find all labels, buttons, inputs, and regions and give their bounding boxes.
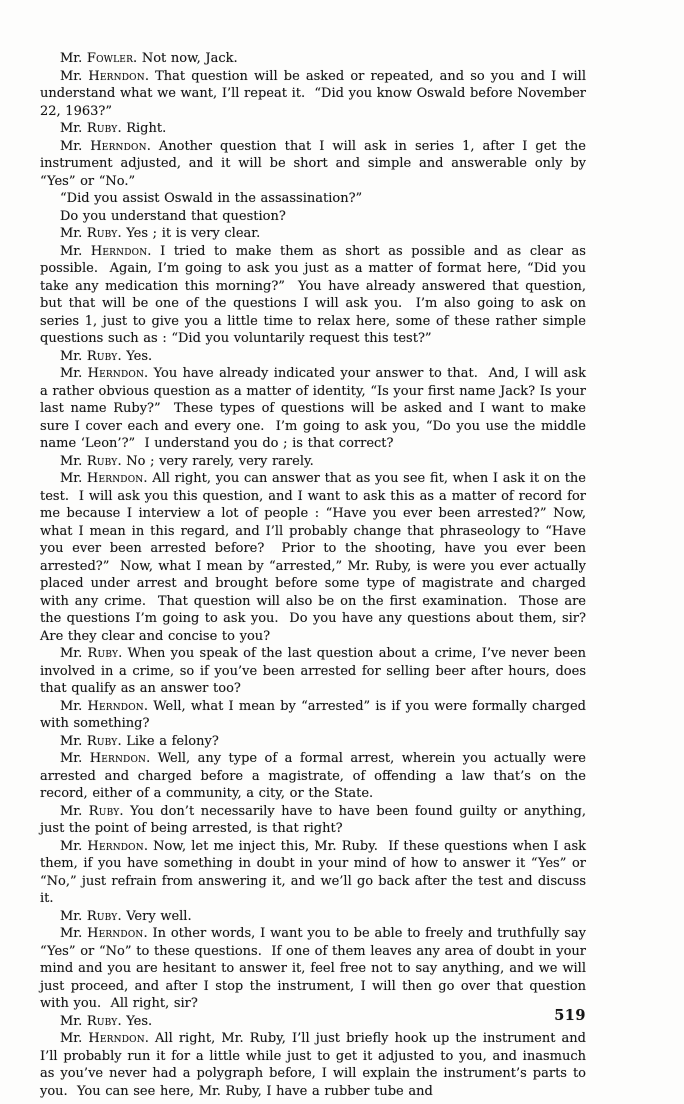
dialogue-paragraph: Mr. Herndon. That question will be asked or repeated, and so you and I will understand what we want, I’ll repeat it. “Did you know Oswald before November 22, 1963?” [40,68,586,119]
speaker-name: Mr. Herndon. [60,1031,149,1046]
dialogue-paragraph: Mr. Herndon. Well, what I mean by “arrested” is if you were formally charged with something? [40,698,586,731]
speaker-name: Mr. Ruby. [60,1013,122,1029]
speaker-name: Mr. Herndon. [60,751,151,766]
dialogue-paragraph: Mr. Ruby. You don’t necessarily have to have been found guilty or anything, just the point of being arrested, is that right? [40,803,586,836]
dialogue-paragraph: Do you understand that question? [60,208,286,224]
dialogue-paragraph: Mr. Herndon. All right, Mr. Ruby, I’ll just briefly hook up the instrument and I’ll probably run it for a little while just to get it adjusted to you, and inasmuch as you’ve never had a polygraph before, I will explain the instrument’s parts to you. You can see here, Mr. Ruby, I have a rubber tube and [40,1031,586,1099]
dialogue-paragraph: Mr. Herndon. Well, any type of a formal arrest, wherein you actually were arrested and charged before a magistrate, of offending a law that’s on the record, either of a community, a city, or the State. [40,751,586,801]
speaker-name: Mr. Ruby. [60,908,122,924]
dialogue-paragraph: Mr. Herndon. All right, you can answer that as you see fit, when I ask it on the test. I will ask you this question, and I want to ask this as a matter of record for me because I interview a lot of people : “Have you ever been arrested?” Now, what I mean in this regard, and I’ll probably change that phraseology to “Have you ever been arrested before? Prior to the shooting, have you ever been arrested?” Now, what I mean by “arrested,” Mr. Ruby, is were you ever actually placed under arrest and brought before some type of magistrate and charged with any crime. That question will also be on the first examination. Those are the questions I’m going to ask you. Do you have any questions about them, sir? Are they clear and concise to you? [40,471,586,644]
dialogue-paragraph: Mr. Ruby. Yes. [60,348,153,364]
speaker-name: Mr. Herndon. [60,926,148,941]
speaker-name: Mr. Ruby. [60,733,122,749]
dialogue-paragraph: Mr. Herndon. I tried to make them as short as possible and as clear as possible. Again, I’m going to ask you just as a matter of format here, “Did you take any medication this morning?” You have already answered that question, but that will be one of the questions I will ask you. I’m also going to ask on series 1, just to give you a little time to relax here, some of these rather simple questions such as : “Did you voluntarily request this test?” [40,243,586,346]
dialogue-paragraph: Mr. Ruby. Yes ; it is very clear. [60,226,261,241]
speaker-name: Mr. Herndon. [60,68,149,84]
speaker-name: Mr. Ruby. [60,348,122,364]
speaker-name: Mr. Fowler. [60,51,138,66]
speaker-name: Mr. Herndon. [60,838,148,854]
dialogue-paragraph: Mr. Herndon. Another question that I will ask in series 1, after I get the instrument adjusted, and it will be short and simple and answerable only by “Yes” or “No.” [40,138,586,189]
dialogue-paragraph: Mr. Herndon. You have already indicated your answer to that. And, I will ask a rather obvious question as a matter of identity, “Is your first name Jack? Is your last name Ruby?” These types of questions will be asked and I want to make sure I cover each and every one. I’m going to ask you, “Do you use the middle name ‘Leon’?” I understand you do ; is that correct? [40,366,586,451]
dialogue-paragraph: Mr. Ruby. Yes. [60,1013,153,1029]
dialogue-paragraph: Mr. Ruby. Like a felony? [60,733,219,749]
speaker-name: Mr. Ruby. [60,121,122,136]
dialogue-paragraph: Mr. Herndon. In other words, I want you to be able to freely and truthfully say “Yes” or “No” to these questions. If one of them leaves any area of doubt in your mind and you are hesitant to answer it, feel free not to say anything, and we will just proceed, and after I stop the instrument, I will then go over that question with you. All right, sir? [40,926,586,1011]
speaker-name: Mr. Herndon. [60,366,149,381]
dialogue-paragraph: Mr. Herndon. Now, let me inject this, Mr. Ruby. If these questions when I ask them, if you have something in doubt in your mind of how to answer it “Yes” or “No,” just refrain from answering it, and we’ll go back after the test and discuss it. [40,838,586,906]
speaker-name: Mr. Herndon. [60,138,151,154]
speaker-name: Mr. Ruby. [60,226,122,241]
speaker-name: Mr. Herndon. [60,471,148,486]
page-number: 519 [554,1007,586,1024]
dialogue-paragraph: Mr. Ruby. No ; very rarely, very rarely. [60,453,314,469]
speaker-name: Mr. Ruby. [60,453,122,469]
dialogue-paragraph: Mr. Ruby. Right. [60,121,167,136]
dialogue-paragraph: Mr. Ruby. When you speak of the last question about a crime, I’ve never been involved in a crime, so if you’ve been arrested for selling beer after hours, does that qualify as an answer too? [40,646,587,696]
dialogue-paragraph: Mr. Ruby. Very well. [60,908,192,924]
speaker-name: Mr. Herndon. [60,698,149,714]
speaker-name: Mr. Herndon. [60,243,152,259]
dialogue-paragraph: “Did you assist Oswald in the assassination?” [60,191,363,206]
speaker-name: Mr. Ruby. [60,646,123,661]
speaker-name: Mr. Ruby. [60,803,124,819]
dialogue-paragraph: Mr. Fowler. Not now, Jack. [60,51,238,66]
transcript-text [40,50,586,1100]
